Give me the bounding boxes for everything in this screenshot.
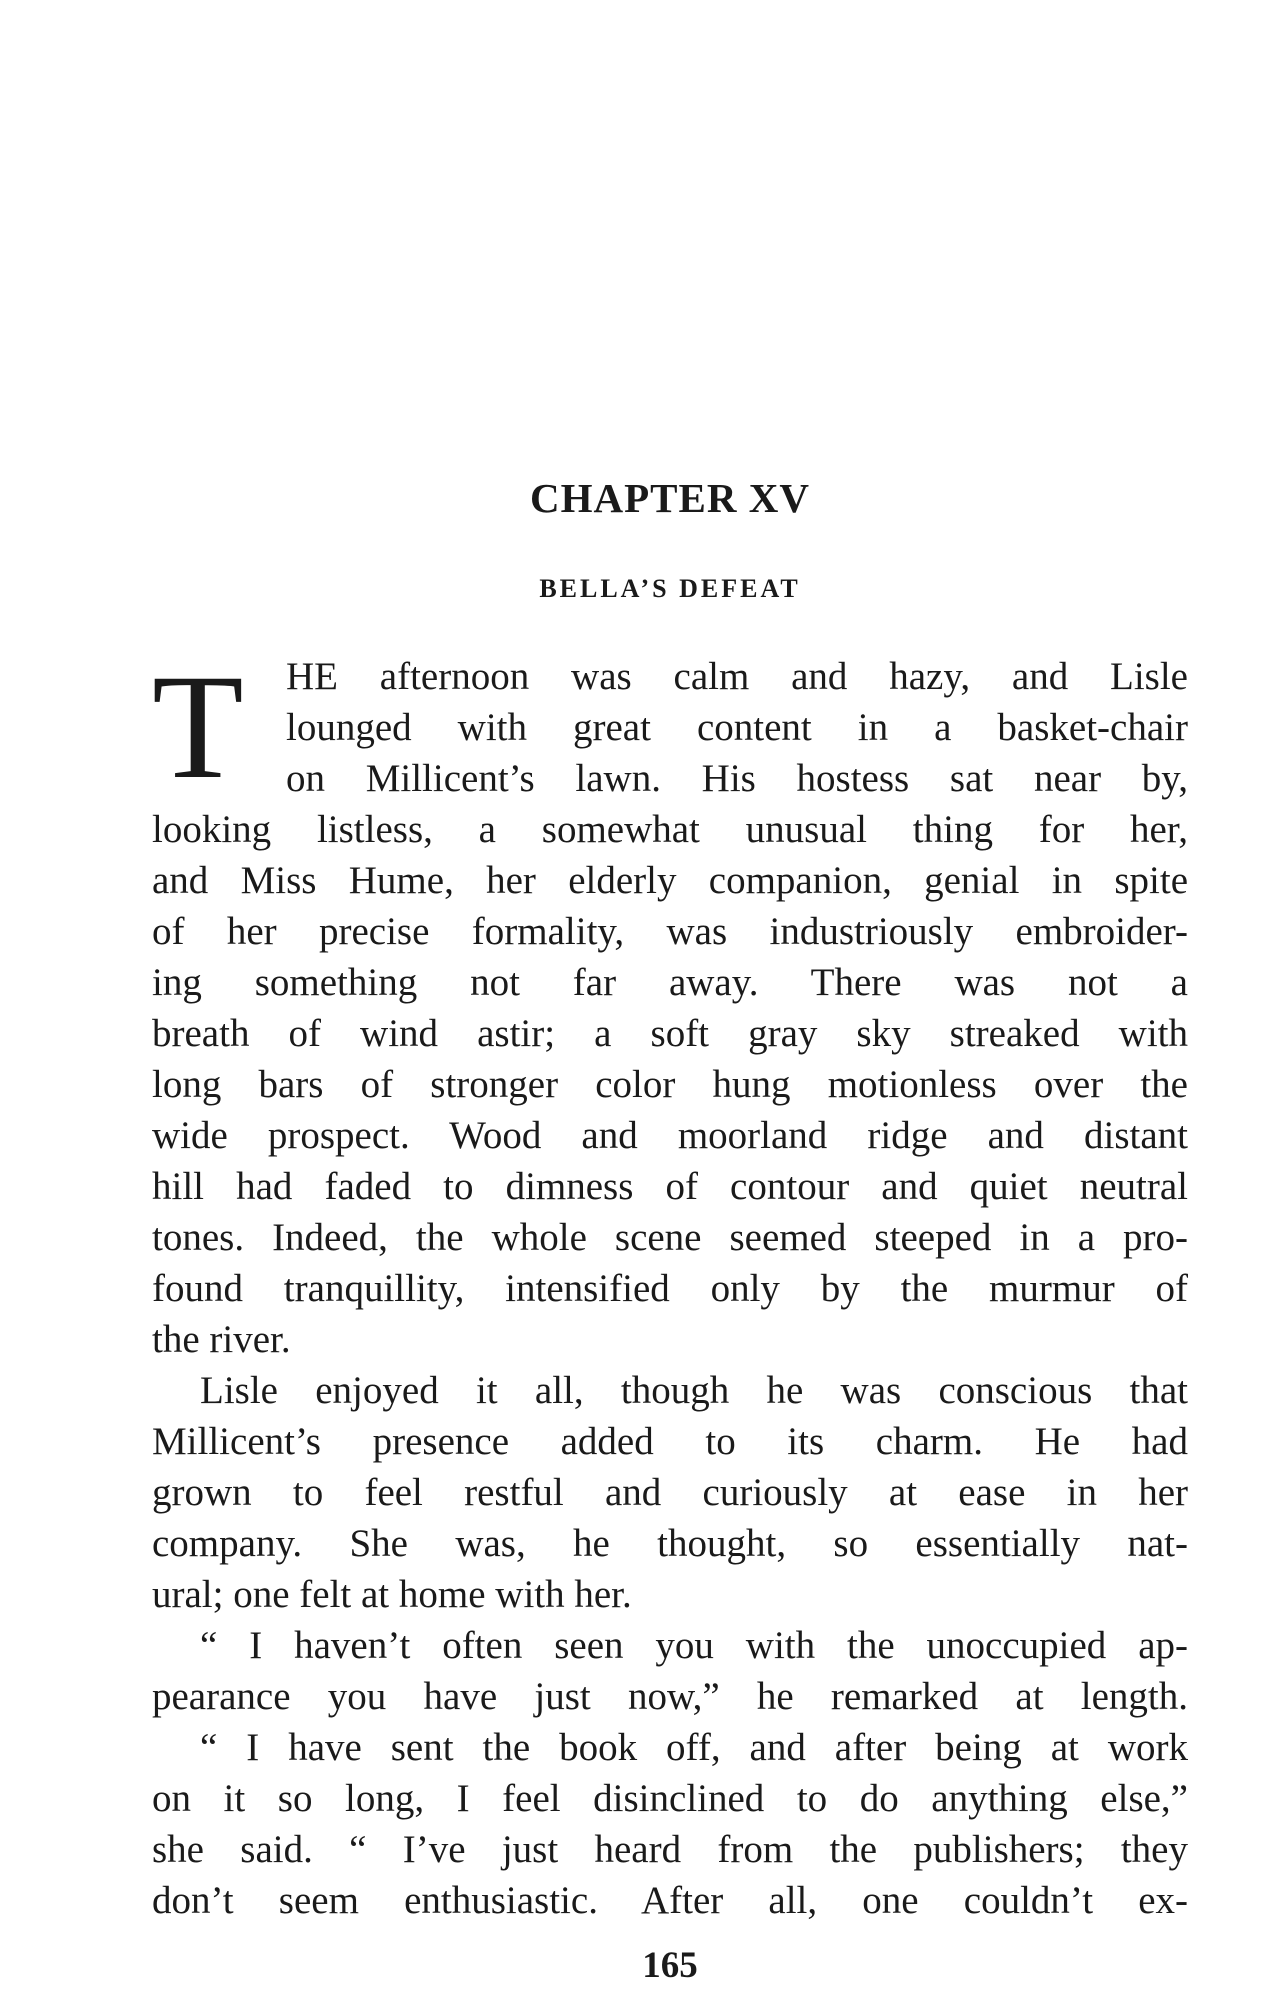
text-line: ural; one felt at home with her. <box>152 1573 632 1616</box>
text-line: don’t seem enthusiastic. After all, one couldn’t ex- <box>152 1879 1188 1922</box>
text-line: ing something not far away. There was not a <box>152 961 1188 1004</box>
text-line: found tranquillity, intensified only by the murmur of <box>152 1267 1188 1310</box>
text-line: tones. Indeed, the whole scene seemed steeped in a pro- <box>152 1216 1188 1259</box>
text-line: Millicent’s presence added to its charm. He had <box>152 1420 1188 1463</box>
text-line: and Miss Hume, her elderly companion, genial in spite <box>152 859 1188 902</box>
chapter-title: CHAPTER XV <box>530 475 810 521</box>
text-line: HE afternoon was calm and hazy, and Lisle <box>286 655 1188 698</box>
text-line: hill had faded to dimness of contour and quiet neutral <box>152 1165 1188 1208</box>
text-line: the river. <box>152 1318 291 1361</box>
text-line: wide prospect. Wood and moorland ridge and distant <box>152 1114 1188 1157</box>
text-line: on it so long, I feel disinclined to do anything else,” <box>152 1777 1188 1820</box>
text-line: she said. “ I’ve just heard from the publishers; they <box>152 1828 1188 1871</box>
text-line: looking listless, a somewhat unusual thing for her, <box>152 808 1188 851</box>
text-line: breath of wind astir; a soft gray sky streaked with <box>152 1012 1188 1055</box>
drop-cap: T <box>152 644 244 810</box>
text-line: on Millicent’s lawn. His hostess sat near by, <box>286 757 1188 800</box>
text-line: “ I have sent the book off, and after being at work <box>200 1726 1188 1769</box>
text-line: grown to feel restful and curiously at ease in her <box>152 1471 1188 1514</box>
book-page <box>152 0 1188 2001</box>
text-line: pearance you have just now,” he remarked at length. <box>152 1675 1188 1718</box>
text-line: long bars of stronger color hung motionless over the <box>152 1063 1188 1106</box>
chapter-subtitle: BELLA’S DEFEAT <box>539 574 801 603</box>
text-line: company. She was, he thought, so essentially nat- <box>152 1522 1188 1565</box>
text-line: of her precise formality, was industriously embroider- <box>152 910 1188 953</box>
text-line: “ I haven’t often seen you with the unoccupied ap- <box>200 1624 1188 1667</box>
page-number: 165 <box>642 1945 698 1986</box>
text-line: lounged with great content in a basket-chair <box>286 706 1188 749</box>
text-line: Lisle enjoyed it all, though he was conscious that <box>200 1369 1188 1412</box>
